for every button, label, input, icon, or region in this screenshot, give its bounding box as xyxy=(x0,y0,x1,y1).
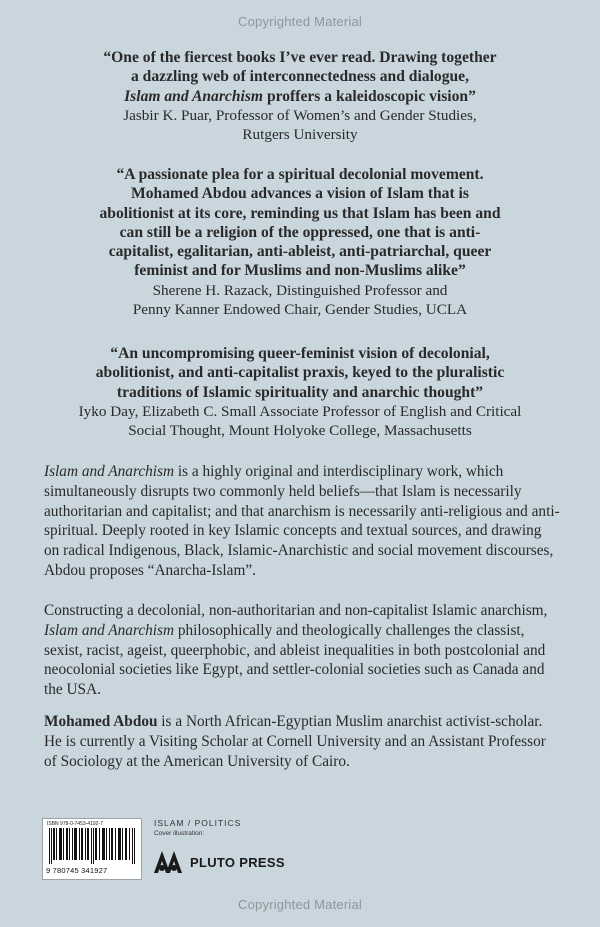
blurb-day xyxy=(44,344,556,440)
cover-illustration-label: Cover illustration: xyxy=(154,830,205,837)
author-name: Mohamed Abdou xyxy=(44,713,158,730)
description-paragraph-2: Constructing a decolonial, non-authoritarian and non-capitalist Islamic anarchism, Islam and Anarchism philosophically and theologically challenges the classist, sexist, racist, ageist, queerphobic, and ableist inequalities in both postcolonial and neocolonial societies like Egypt, and settler-colonial societies such as Canada and the USA. xyxy=(44,602,548,699)
book-title-italic: Islam and Anarchism xyxy=(44,621,175,639)
isbn-number: 9 780745 341927 xyxy=(46,866,108,875)
barcode xyxy=(42,818,142,880)
blurb-quote: “One of the fiercest books I’ve ever read. Drawing together a dazzling web of interconnectedness and dialogue, Islam and Anarchism proffers a kaleidoscopic vision” xyxy=(103,49,497,105)
barcode-bars-icon xyxy=(49,828,135,864)
blurb-puar xyxy=(44,48,556,144)
watermark-top: Copyrighted Material xyxy=(238,14,362,29)
blurb-razack xyxy=(44,165,556,319)
blurb-quote: “An uncompromising queer-feminist vision of decolonial, abolitionist, and anti-capitalist praxis, keyed to the pluralistic traditions of Islamic spirituality and anarchic thought” xyxy=(95,345,505,401)
author-bio: Mohamed Abdou is a North African-Egyptian Muslim anarchist activist-scholar. He is currently a Visiting Scholar at Cornell University and an Assistant Professor of Sociology at the American University of Cairo. xyxy=(44,713,546,770)
pluto-press-logo-icon xyxy=(152,849,186,875)
description-paragraph-1: Islam and Anarchism is a highly original and interdisciplinary work, which simultaneously disrupts two commonly held beliefs—that Islam is necessarily authoritarian and capitalist; and that anarchism is necessarily anti-religious and anti-spiritual. Deeply rooted in key Islamic concepts and textual sources, and drawing on radical Indigenous, Black, Islamic-Anarchistic and social movement discourses, Abdou proposes “Anarcha-Islam”. xyxy=(44,463,560,579)
blurb-attribution: Jasbir K. Puar, Professor of Women’s and Gender Studies, Rutgers University xyxy=(123,106,477,143)
blurb-attribution: Sherene H. Razack, Distinguished Professor and Penny Kanner Endowed Chair, Gender Studies, UCLA xyxy=(132,281,468,318)
category-label: ISLAM / POLITICS xyxy=(154,818,242,828)
watermark-bottom: Copyrighted Material xyxy=(238,897,362,912)
isbn-label: ISBN 978-0-7453-4192-7 xyxy=(47,821,103,827)
blurb-quote: “A passionate plea for a spiritual decolonial movement. Mohamed Abdou advances a vision of Islam that is abolitionist at its core, reminding us that Islam has been and can still be a religion of the oppressed, one that is anti- capitalist, egalitarian, anti-ableist, anti-patriarchal, queer feminist and for Muslims and non-Muslims alike” xyxy=(99,166,501,280)
book-title-italic: Islam and Anarchism xyxy=(44,463,175,480)
book-title-italic: Islam and Anarchism xyxy=(124,87,264,105)
publisher-name: PLUTO PRESS xyxy=(190,855,285,870)
blurb-attribution: Iyko Day, Elizabeth C. Small Associate Professor of English and Critical Social Thought, Mount Holyoke College, Massachusetts xyxy=(78,402,522,439)
